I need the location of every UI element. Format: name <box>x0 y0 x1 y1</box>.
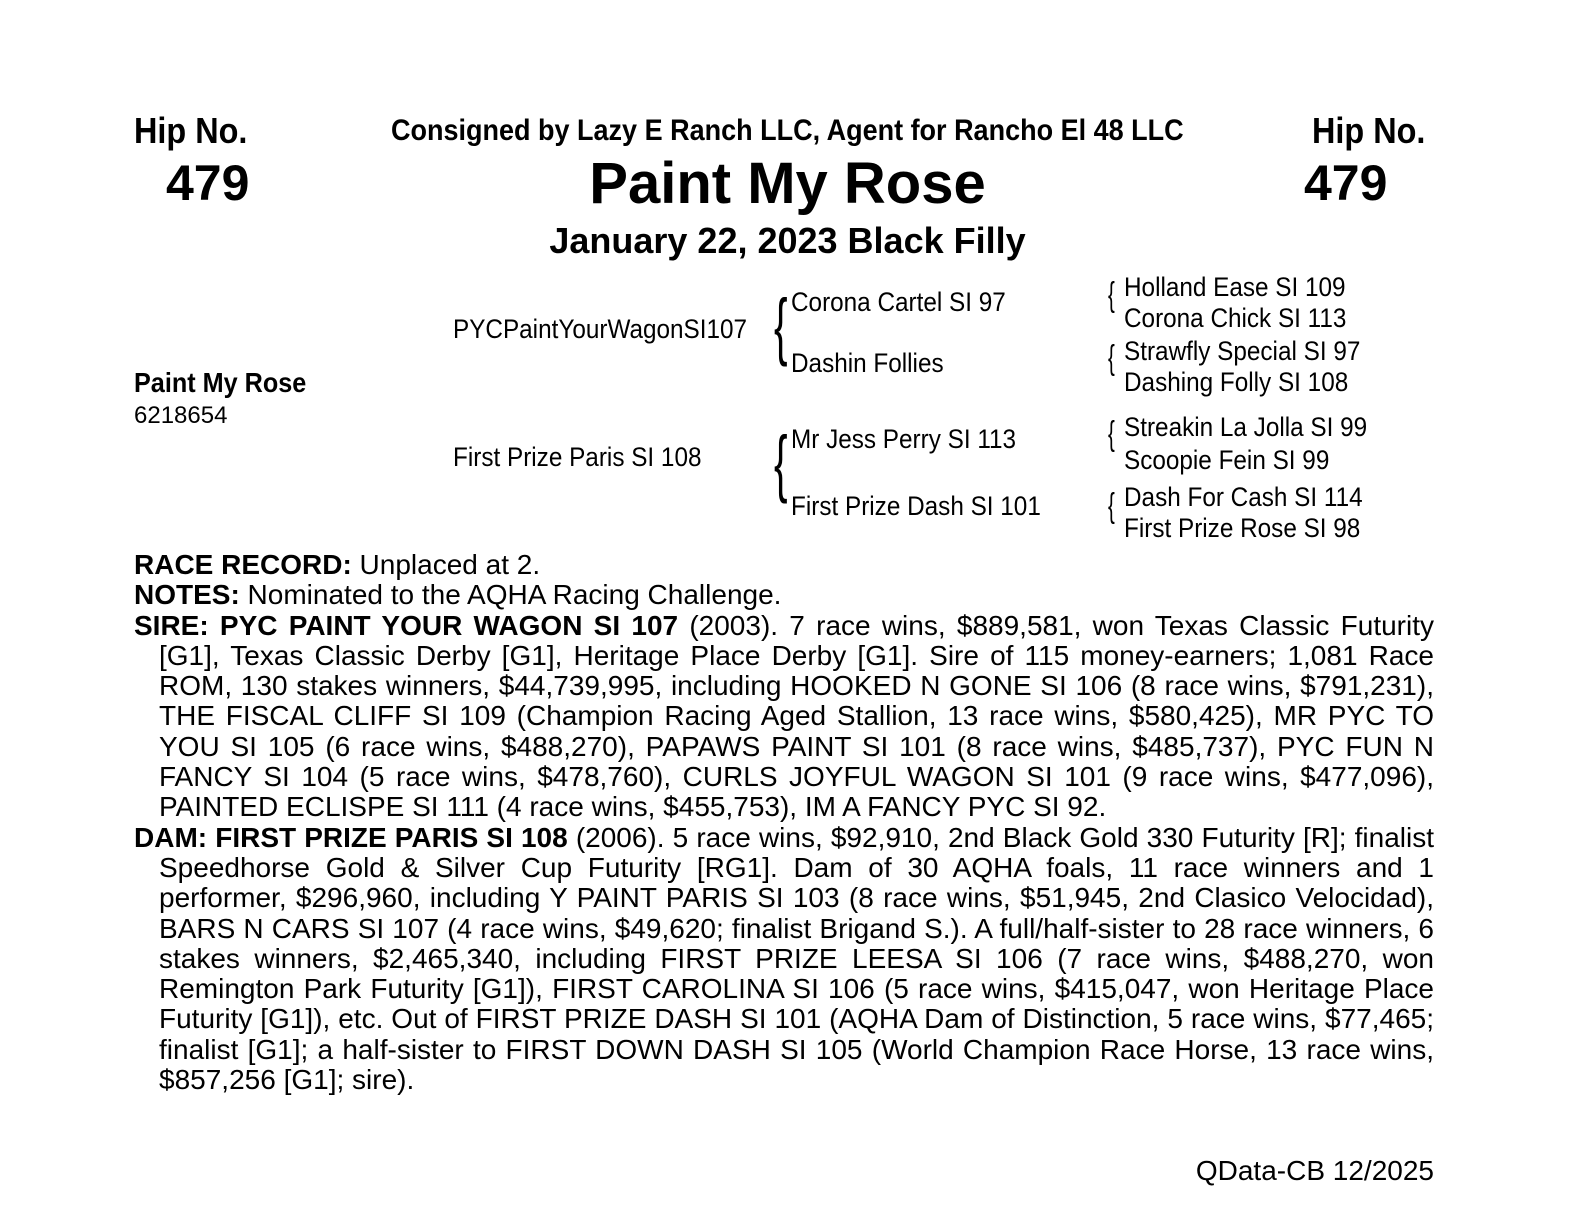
sire-label: SIRE: PYC PAINT YOUR WAGON SI 107 <box>134 609 679 641</box>
notes-text: Nominated to the AQHA Racing Challenge. <box>239 579 782 611</box>
pedigree-subject-registration: 6218654 <box>134 402 228 429</box>
pedigree-gg-4: Dashing Folly SI 108 <box>1124 367 1349 397</box>
pedigree-gg-3: Strawfly Special SI 97 <box>1124 336 1361 366</box>
pedigree-sire-sire: Corona Cartel SI 97 <box>791 287 1006 317</box>
pedigree-subject-name: Paint My Rose <box>134 367 307 398</box>
brace-gg-3: { <box>1108 415 1115 453</box>
hip-label-left: Hip No. <box>134 110 248 151</box>
catalog-body <box>134 550 1434 1095</box>
pedigree-gg-6: Scoopie Fein SI 99 <box>1124 445 1330 475</box>
brace-dam-line: { <box>774 421 788 504</box>
hip-number-left: 479 <box>166 155 250 211</box>
dam-text: (2006). 5 race wins, $92,910, 2nd Black Gold 330 Futurity [R]; finalist Speedhorse Gold & Silver Cup Futurity [RG1]. Dam of 30 AQHA foals, 11 race winners and 1 performer, $296,960, including Y PAINT PARIS SI 103 (8 race wins, $51,945, 2nd Clasico Velocidad), BARS N CARS SI 107 (4 race wins, $49,620; finalist Brigand S.). A full/half-sister to 28 race winners, 6 stakes winners, $2,465,340, including FIRST PRIZE LEESA SI 106 (7 race wins, $488,270, won Remington Park Futurity [G1]), FIRST CAROLINA SI 106 (5 race wins, $415,047, won Heritage Place Futurity [G1]), etc. Out of FIRST PRIZE DASH SI 101 (AQHA Dam of Distinction, 5 race wins, $77,465; finalist [G1]; a half-sister to FIRST DOWN DASH SI 105 (World Champion Race Horse, 13 race wins, $857,256 [G1]; sire). <box>159 821 1435 1096</box>
brace-gg-4: { <box>1108 487 1115 525</box>
hip-label-right: Hip No. <box>1312 110 1426 151</box>
pedigree-dam-sire: Mr Jess Perry SI 113 <box>791 424 1017 454</box>
footer-data-source: QData-CB 12/2025 <box>1195 1155 1434 1186</box>
race-record-label: RACE RECORD: <box>134 549 352 580</box>
notes <box>134 580 1434 610</box>
race-record-text: Unplaced at 2. <box>351 549 541 580</box>
sire-text: (2003). 7 race wins, $889,581, won Texas Classic Futurity [G1], Texas Classic Derby [G1], Heritage Place Derby [G1]. Sire of 115 money-earners; 1,081 Race ROM, 130 stakes winners, $44,739,995, including HOOKED N GONE SI 106 (8 race wins, $791,231), THE FISCAL CLIFF SI 109 (Champion Racing Aged Stallion, 13 race wins, $580,425), MR PYC TO YOU SI 105 (6 race wins, $488,270), PAPAWS PAINT SI 101 (8 race wins, $485,737), PYC FUN N FANCY SI 104 (5 race wins, $478,760), CURLS JOYFUL WAGON SI 101 (9 race wins, $477,096), PAINTED ECLISPE SI 111 (4 race wins, $455,753), IM A FANCY PYC SI 92. <box>159 609 1435 823</box>
foal-date-color-sex: January 22, 2023 Black Filly <box>549 220 1026 261</box>
sire-paragraph <box>134 611 1434 823</box>
pedigree-gg-2: Corona Chick SI 113 <box>1124 303 1347 333</box>
hip-number-right: 479 <box>1304 155 1388 211</box>
pedigree-gg-1: Holland Ease SI 109 <box>1124 272 1346 302</box>
pedigree-gg-7: Dash For Cash SI 114 <box>1124 482 1363 512</box>
pedigree-gg-8: First Prize Rose SI 98 <box>1124 513 1361 543</box>
dam-paragraph <box>134 823 1434 1096</box>
pedigree-sire-dam: Dashin Follies <box>791 348 944 378</box>
pedigree-gg-5: Streakin La Jolla SI 99 <box>1124 412 1368 442</box>
consigner-line: Consigned by Lazy E Ranch LLC, Agent for Rancho El 48 LLC <box>391 114 1184 147</box>
horse-name-title: Paint My Rose <box>589 151 986 216</box>
brace-gg-1: { <box>1108 276 1115 314</box>
race-record <box>134 550 1434 580</box>
pedigree-dam: First Prize Paris SI 108 <box>453 442 702 472</box>
dam-label: DAM: FIRST PRIZE PARIS SI 108 <box>134 821 568 853</box>
pedigree-dam-dam: First Prize Dash SI 101 <box>791 491 1041 521</box>
notes-label: NOTES: <box>134 579 240 611</box>
brace-gg-2: { <box>1108 339 1115 377</box>
brace-sire-line: { <box>774 284 788 367</box>
pedigree-sire: PYCPaintYourWagonSI107 <box>453 314 748 344</box>
